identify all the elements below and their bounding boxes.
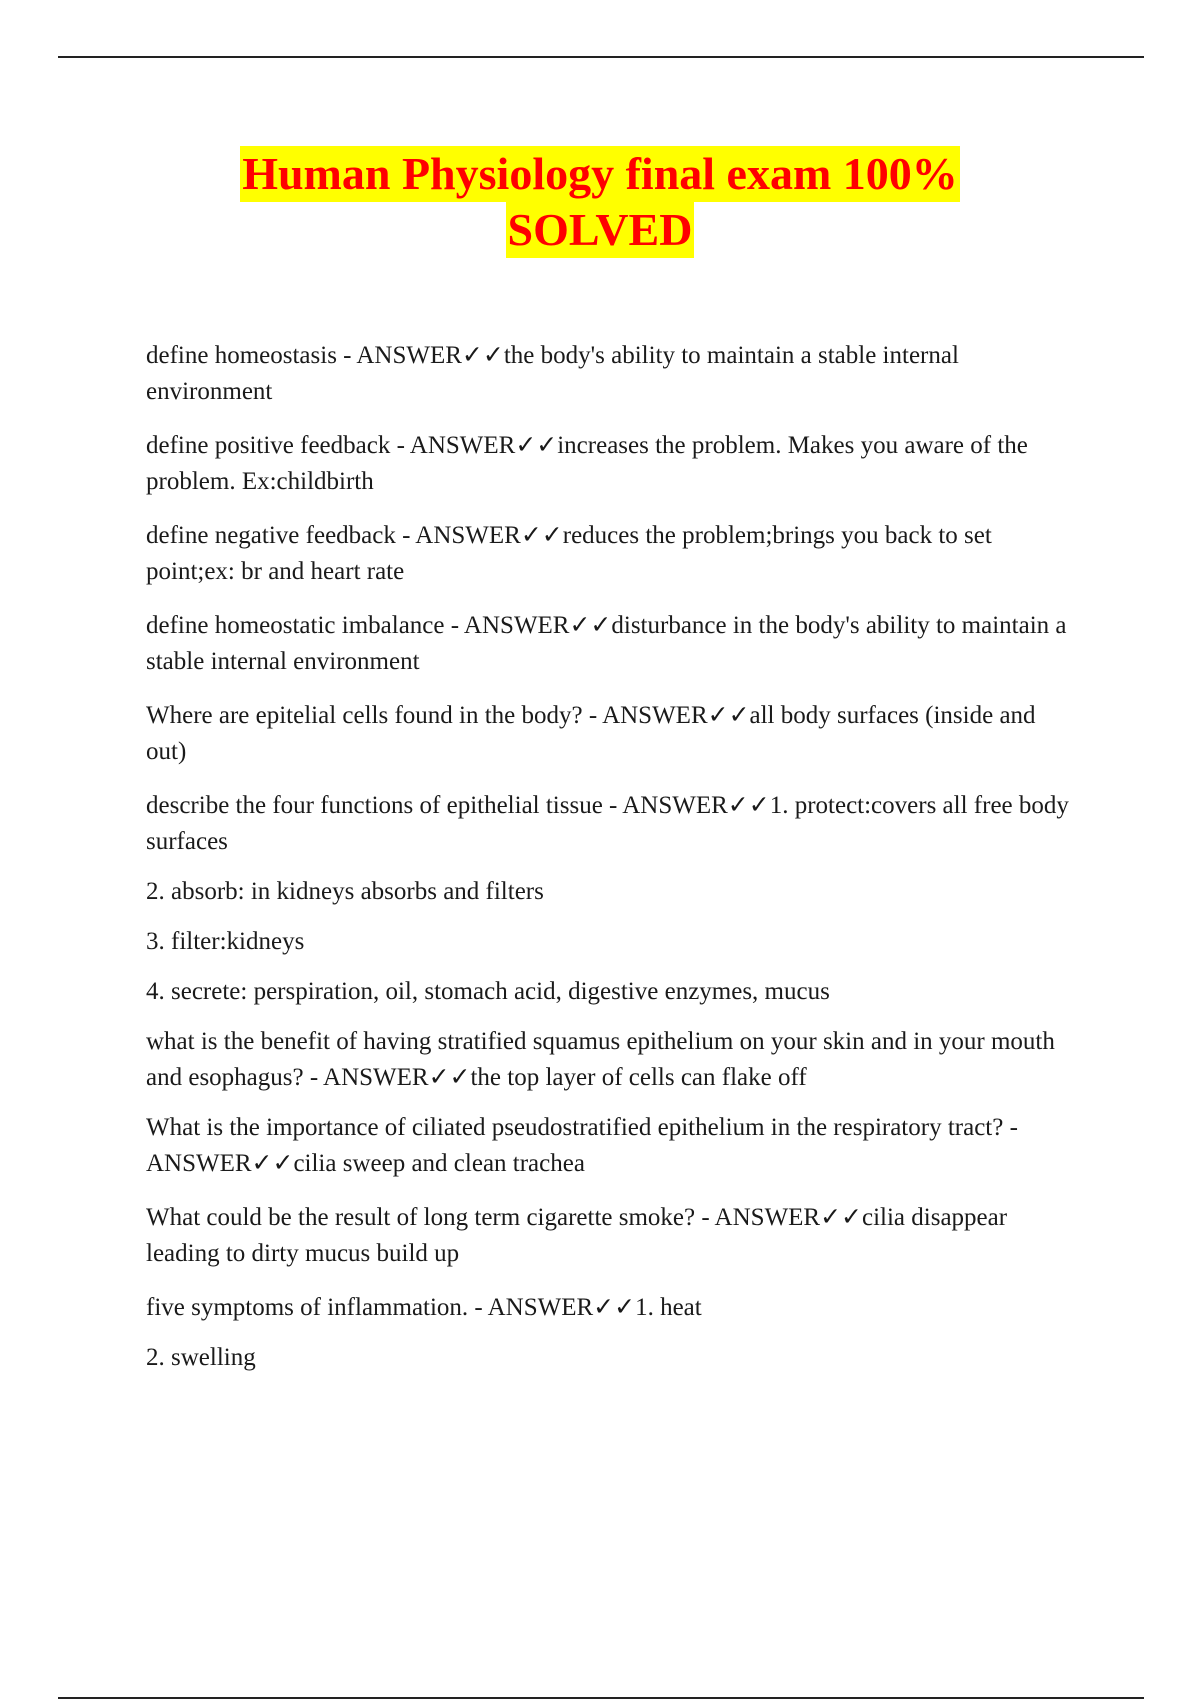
qa-paragraph: define positive feedback - ANSWER✓✓increases the problem. Makes you aware of the problem. Ex:childbirth <box>146 432 1028 495</box>
qa-paragraph: define homeostasis - ANSWER✓✓the body's ability to maintain a stable internal environment <box>146 342 959 405</box>
qa-paragraph: five symptoms of inflammation. - ANSWER✓✓1. heat <box>146 1294 702 1321</box>
qa-paragraph: what is the benefit of having stratified squamus epithelium on your skin and in your mouth and esophagus? - ANSWER✓✓the top layer of cells can flake off <box>146 1028 1055 1091</box>
document-title <box>0 146 1200 258</box>
list-item: 2. swelling <box>146 1344 256 1371</box>
footer-rule <box>58 1697 1144 1699</box>
qa-paragraph: What is the importance of ciliated pseudostratified epithelium in the respiratory tract? - ANSWER✓✓cilia sweep and clean trachea <box>146 1114 1018 1177</box>
header-rule <box>58 56 1144 58</box>
qa-paragraph: define negative feedback - ANSWER✓✓reduces the problem;brings you back to set point;ex: br and heart rate <box>146 522 992 585</box>
title-line-1: Human Physiology final exam 100% <box>240 146 960 202</box>
qa-paragraph: Where are epitelial cells found in the body? - ANSWER✓✓all body surfaces (inside and out) <box>146 702 1036 765</box>
document-body <box>146 338 1076 1390</box>
list-item: 2. absorb: in kidneys absorbs and filters <box>146 878 544 905</box>
list-item: 3. filter:kidneys <box>146 928 305 955</box>
qa-paragraph: describe the four functions of epithelial tissue - ANSWER✓✓1. protect:covers all free body surfaces <box>146 792 1069 855</box>
list-item: 4. secrete: perspiration, oil, stomach acid, digestive enzymes, mucus <box>146 978 830 1005</box>
title-line-2: SOLVED <box>506 202 695 258</box>
qa-paragraph: What could be the result of long term cigarette smoke? - ANSWER✓✓cilia disappear leading to dirty mucus build up <box>146 1204 1008 1267</box>
qa-paragraph: define homeostatic imbalance - ANSWER✓✓disturbance in the body's ability to maintain a stable internal environment <box>146 612 1067 675</box>
